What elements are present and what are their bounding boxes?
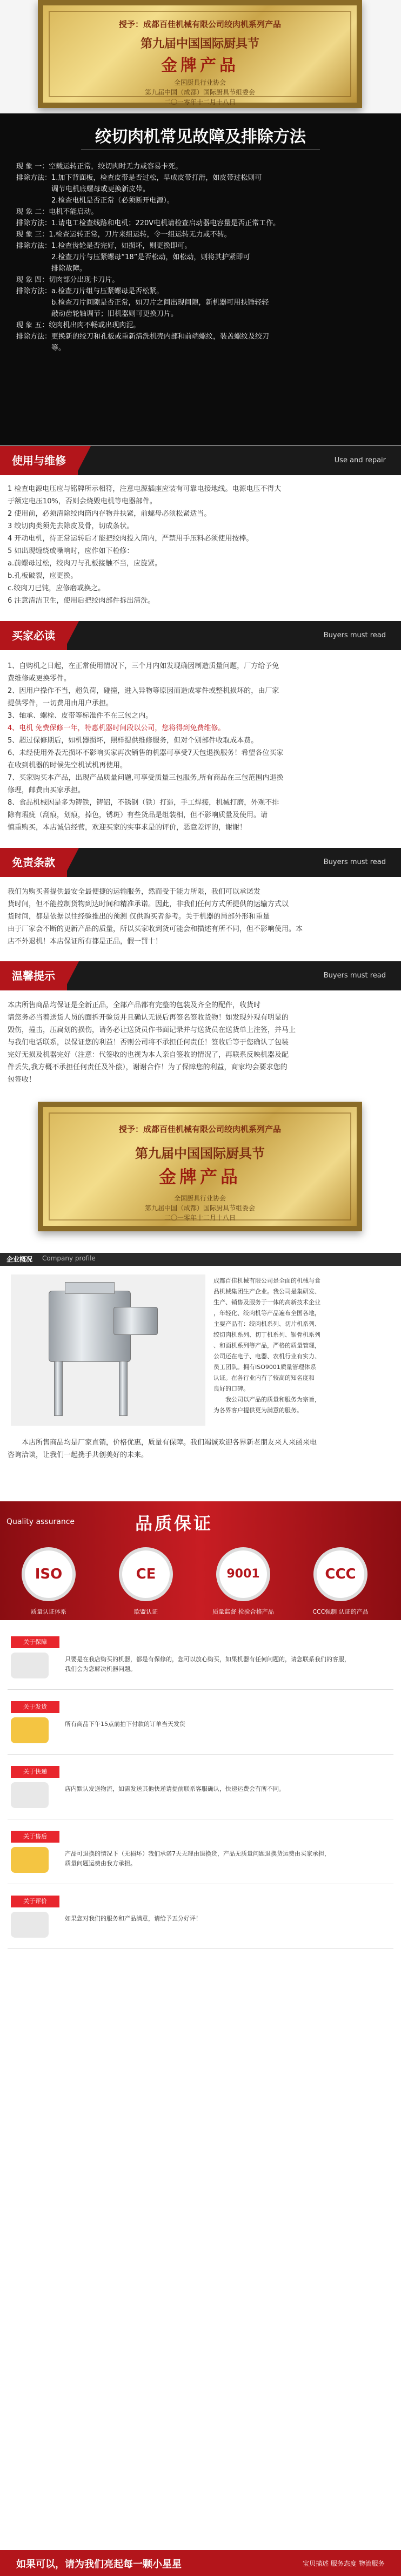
plaque-section-top	[0, 0, 401, 113]
text-line: 慎重购买，本店诚信经营，欢迎买家的实事求是的评价，恶意差评的，谢谢！	[8, 824, 247, 832]
text-line: 5 如出现缠绕或噪响时，应作如下检修：	[8, 547, 134, 555]
text-line: 7、买家购买本产品，出现产品质量问题,可享受质量三包服务,所有商品在三包范围内退换	[8, 774, 284, 782]
star-icon	[11, 1912, 49, 1938]
text-line: 1 检查电源电压应与铭牌所示相符，注意电源插座应装有可靠电接地线。电源电压不得大	[8, 485, 282, 493]
text-line: 3、轴承、螺栓、皮带等标准件不在三包之内。	[8, 712, 153, 720]
divider	[8, 1689, 393, 1690]
text-line: 我们为购买者提供最安全最便捷的运输服务，然而受于能力所限，我们可以承诺发	[8, 888, 261, 896]
plaque-date: 二〇一零年十二月十八日	[164, 1214, 236, 1222]
quality-label: Quality assurance	[6, 1518, 75, 1526]
text-line: a.前螺母过松，绞肉刀与孔板接触不当，应旋紧。	[8, 559, 162, 568]
plaque-event: 第九届中国国际厨具节	[140, 37, 259, 51]
text-line: 调节电机底螺母或更换新皮带。	[16, 185, 150, 193]
text-line: 认证。在各行业内有了较高的知名度和	[213, 1374, 315, 1381]
disclaimer-list	[8, 886, 392, 948]
text-line: 请您务必当着送货人员的面拆开验货并且确认无误后再签名签收货物！如发现外观有明显的	[8, 1014, 289, 1022]
plaque-date: 二〇一零年十二月十八日	[164, 98, 236, 106]
text-line: 4、电机 免费保修一年，特惠机器时间段以公司，您将得到免费维修。	[8, 724, 225, 732]
product-photo	[11, 1274, 205, 1426]
award-plaque	[38, 0, 362, 108]
plaque-org: 第九届中国（成都）国际厨具节组委会	[144, 1204, 255, 1212]
rating-footer	[0, 2550, 401, 2576]
plaque-award: 金牌产品	[161, 56, 239, 75]
text-line: 在收到机器的时候先空机试机再使用。	[8, 761, 128, 770]
plaque-event: 第九届中国国际厨具节	[135, 1145, 265, 1161]
disclaimer-header	[0, 848, 401, 877]
machine-leg	[119, 1361, 128, 1416]
text-line: 品机械集团生产企业。我公司是集研发、	[213, 1288, 320, 1295]
text-line: c.绞肉刀已钝，应修磨或换之。	[8, 584, 105, 592]
service-text	[65, 1784, 390, 1794]
service-row	[0, 1761, 401, 1820]
text-line: 3 绞切肉类须先去除皮及骨，切成条状。	[8, 522, 134, 530]
text-line: 件丢失,我方概不承担任何责任及补偿），谢谢合作！为了保障您的利益，商家均会要求您的	[8, 1063, 288, 1071]
service-row	[0, 1631, 401, 1690]
text-line: 咨询洽谈，让我们一起携手共创美好的未来。	[8, 1451, 149, 1459]
plaque-org: 全国厨具行业协会	[173, 1195, 226, 1202]
fault-heading: 绞切肉机常见故障及排除方法	[95, 127, 306, 146]
text-line: 只要是在我店购买的机器，都是有保修的，您可以放心购买，如果机器有任何问题的，请您联系我们的客服，	[65, 1656, 350, 1663]
plaque-org: 第九届中国（成都）国际厨具节组委会	[144, 89, 255, 96]
service-tag: 关于售后	[11, 1831, 59, 1843]
text-line: 6 注意清洁卫生，使用后把绞肉部件拆出清洗。	[8, 597, 155, 605]
text-line: 生产、销售及服务于一体的高新技术企业	[213, 1299, 320, 1306]
text-line: 2.检查电机是否正常（必须断开电源）。	[16, 197, 174, 205]
return-icon	[11, 1847, 49, 1873]
badge-caption: 质量认证体系	[31, 1608, 66, 1615]
text-line: 毁伤，撞击，压扁划的损伤，请务必让送货员作书面记录并与送货员在送货单上注签，并马上	[8, 1026, 296, 1034]
text-line: ，年轻化、绞肉机等产品遍布全国各地，	[213, 1310, 320, 1317]
text-line: 5、超过保修期后，如机器损坏，照样提供维修服务，但对个别部件收取成本费。	[8, 737, 258, 745]
text-line: 公司还在电子、电器、农机行业有实力、	[213, 1353, 320, 1360]
text-line: 等。	[16, 344, 66, 352]
tips-header	[0, 961, 401, 990]
text-line: 货时间，都是依据以往经验推出的预测 仅供购买者参考。关于机器的局部外形和重量	[8, 913, 270, 921]
text-line: 修理，邮费由买家承担。	[8, 786, 85, 794]
company-description	[213, 1276, 392, 1416]
machine-leg	[54, 1361, 63, 1416]
text-line: 成都百佳机械有限公司是全面的机械与食	[213, 1277, 320, 1284]
text-line: 排除故障。	[16, 265, 87, 273]
disclaimer-tag: 免责条款	[0, 848, 67, 877]
service-text	[65, 1655, 390, 1674]
badge-caption: 欧盟认证	[134, 1608, 158, 1615]
text-line: b.检查刀片间隙是否正常，如刀片之间出现间隙，新机器可用扶锤轻轻	[16, 299, 269, 307]
company-intro	[8, 1437, 392, 1461]
text-line: 2、因用户操作不当，超负荷，碰撞，进入异物等原因而造成零件或整机损坏的，由厂家	[8, 687, 279, 695]
text-line: 2 使用前，必须清除绞肉筒内存物并扶紧，前螺母必须松紧适当。	[8, 510, 211, 518]
text-line: 店不外退机！本店保证所有都是正品，假一罚十！	[8, 938, 163, 946]
text-line: 现 象 五：绞肉机出肉不畅或出现肉泥。	[16, 321, 141, 329]
service-tag: 关于快递	[11, 1766, 59, 1778]
text-line: 于额定电压10%，否则会烧毁电机等电器部件。	[8, 497, 157, 505]
iso-badge-icon: ISO	[22, 1547, 76, 1601]
ccc-badge-icon: CCC	[313, 1547, 367, 1601]
company-bar-title: 企业概况	[6, 1256, 33, 1263]
text-line: 本店所售商品均保证是全新正品，全部产品都有完整的包装及齐全的配件，收货时	[8, 1001, 261, 1009]
text-line: 现 象 四：切肉部分出现卡刀片。	[16, 276, 119, 284]
text-line: 主要产品有：绞肉机系列、切片机系列、	[213, 1320, 320, 1327]
buyer-header	[0, 621, 401, 650]
service-text	[65, 1914, 390, 1924]
truck-icon	[11, 1717, 49, 1743]
text-line: 6、未经使用外表无损坏不影响买家再次销售的机器可享受7天包退换服务！希望各位买家	[8, 749, 284, 757]
buyer-tag: 买家必读	[0, 621, 67, 650]
ce-badge-icon: CE	[119, 1547, 173, 1601]
courier-icon	[11, 1782, 49, 1808]
text-line: b.孔板破裂，应更换。	[8, 572, 78, 580]
buyer-list	[8, 660, 392, 834]
disclaimer-subtitle: Buyers must read	[323, 858, 386, 866]
company-profile	[0, 1253, 401, 1480]
text-line: 现 象 一：空载运转正常，绞切肉时无力或容易卡死。	[16, 163, 183, 171]
usage-subtitle: Use and repair	[334, 456, 386, 464]
text-line: 员工团队。拥有ISO9001质量管理体系	[213, 1364, 316, 1371]
rating-sub: 宝贝描述 服务态度 物流服务	[303, 2560, 385, 2567]
badge-caption: 质量监督 检验合格产品	[212, 1608, 274, 1615]
text-line: 与我们电话联系，以保证您的利益！否则公司将不承担任何责任！签收后等于您确认了包装	[8, 1039, 289, 1047]
award-plaque	[38, 1102, 362, 1231]
service-tag: 关于发货	[11, 1701, 59, 1713]
text-line: 货时间，但不能控制货物到达时间和精准承诺。因此，非我们任何方式所提供的运输方式以	[8, 900, 289, 908]
tag-arrow	[64, 961, 79, 990]
text-line: 绞切肉机系列、切丁机系列、锯骨机系列	[213, 1331, 320, 1338]
fault-section	[0, 113, 401, 446]
tag-arrow	[64, 848, 79, 877]
quality-title: 品质保证	[135, 1513, 213, 1534]
plaque-title: 授予：成都百佳机械有限公司绞肉机系列产品	[118, 1124, 281, 1134]
machine-hopper	[65, 1282, 115, 1294]
text-line: 店内默认发送物流，如需发送其他快递请提前联系客服确认，快递运费会有所不同。	[65, 1785, 285, 1792]
company-bar	[0, 1253, 401, 1266]
text-line: 为各界客户提供更为满意的服务。	[213, 1407, 303, 1414]
text-line: 如果您对我们的服务和产品满意，请给予五分好评！	[65, 1915, 202, 1922]
text-line: 产品可退换的情况下（无损坏）我们承诺7天无理由退换货，产品无质量问题退换货运费由买家承担，	[65, 1850, 330, 1857]
text-line: 包签收！	[8, 1076, 36, 1084]
text-line: 8、食品机械因是多为铸铁，铸铝，不锈钢（铁）打造，手工焊接，机械打磨，外观不排	[8, 799, 279, 807]
service-tag: 关于保障	[11, 1636, 59, 1648]
text-line: 4 开动电机，待正常运转后才能把绞肉投入筒内，严禁用手压料必须使用按棒。	[8, 535, 253, 543]
divider	[8, 1948, 393, 1949]
tag-arrow	[76, 446, 91, 475]
service-tag: 关于评价	[11, 1896, 59, 1907]
service-text	[65, 1719, 390, 1729]
plaque-award: 金牌产品	[158, 1166, 241, 1187]
service-row	[0, 1825, 401, 1885]
text-line: 现 象 二：电机不能启动。	[16, 208, 98, 216]
text-line: 我公司以产品的质量和服务为宗旨，	[213, 1396, 320, 1403]
divider	[81, 149, 320, 150]
text-line: 排除方法：更换新的绞刀和孔板或重新清洗机壳内部和前端螺纹，装盖螺纹及绞刀	[16, 333, 270, 341]
usage-tag: 使用与维修	[0, 446, 78, 475]
text-line: 本店所售商品均是厂家直销，价格优惠，质量有保障。我们竭诚欢迎各界新老朋友来人来函来电	[8, 1439, 317, 1447]
text-line: 2.检查刀片与压紧螺母“18”是否松动，如松动，则将其护紧即可	[16, 253, 250, 261]
text-line: 现 象 三：1.检查运转正常，刀片来组运转，令一组运转无力或不转。	[16, 231, 231, 239]
tips-list	[8, 999, 392, 1086]
quality-banner	[0, 1501, 401, 1620]
fault-list	[16, 161, 389, 354]
rating-text: 如果可以，请为我们亮起每一颗小星星	[16, 2559, 182, 2570]
text-line: 费维修或更换零件。	[8, 675, 71, 683]
text-line: 良好的口碑。	[213, 1385, 249, 1392]
iso9001-badge-icon: 9001	[216, 1547, 270, 1601]
tips-subtitle: Buyers must read	[323, 972, 386, 980]
text-line: 排除方法：1.加下背面板，检查皮带是否过松，早成皮带打滑，如皮带过松则可	[16, 174, 262, 182]
text-line: 我们会为您解决机器问题。	[65, 1665, 136, 1673]
text-line: 质量问题运费由我方承担。	[65, 1860, 136, 1867]
machine-head	[113, 1307, 158, 1335]
service-row	[0, 1696, 401, 1755]
text-line: 由于厂家会不断的更新产品的质量，所以买家收到货可能会和描述有所不同，但不影响使用。本	[8, 925, 303, 933]
divider	[8, 1754, 393, 1755]
tips-tag: 温馨提示	[0, 961, 67, 990]
plaque-org: 全国厨具行业协会	[173, 79, 226, 86]
text-line: 排除方法：a.检查刀片组与压紧螺母是否松紧。	[16, 287, 164, 295]
company-bar-subtitle: Company profile	[42, 1255, 96, 1262]
text-line: 除有瑕疵（刮痕，划痕，掉色，锈斑）有些货品是组装相，但不影响质量及使用。请	[8, 811, 268, 819]
text-line: 敲动齿轮轴调节；旧机器则可更换刀片。	[16, 310, 178, 318]
usage-header	[0, 446, 401, 475]
text-line: 完好无损及机器完好（注意：代签收的也视为本人亲自签收的情况了，再联系反映机器及配	[8, 1051, 289, 1059]
badge-caption: CCC强制 认证的产品	[312, 1608, 369, 1615]
service-row	[0, 1890, 401, 1950]
buyer-subtitle: Buyers must read	[323, 631, 386, 639]
plaque-title: 授予：成都百佳机械有限公司绞肉机系列产品	[118, 19, 281, 29]
text-line: 排除方法：1.检查齿轮是否完好，如损坏，则更换即可。	[16, 242, 192, 250]
shield-icon	[11, 1653, 49, 1678]
text-line: 1、自购机之日起，在正常使用情况下，三个月内如发现确因制造质量问题，厂方给予免	[8, 662, 279, 670]
text-line: 提供零件，一切费用由用户承担。	[8, 699, 113, 707]
usage-list	[8, 483, 392, 607]
text-line: 排除方法：1.请电工检查线路和电机；220V电机请检查启动器电容量是否正常工作。	[16, 219, 280, 227]
service-text	[65, 1849, 390, 1869]
text-line: 所有商品下午15点前拍下付款的订单当天发货	[65, 1721, 185, 1728]
text-line: 、和面机系列等产品，严格的质量管理，	[213, 1342, 320, 1349]
tag-arrow	[64, 621, 79, 650]
service-list	[0, 1631, 401, 1998]
